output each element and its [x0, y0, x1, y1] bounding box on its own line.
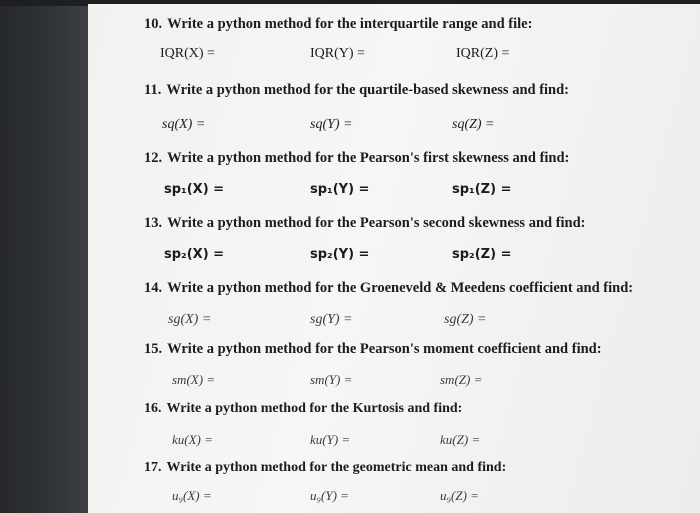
question-10: [144, 16, 532, 33]
question-number: 11.: [144, 82, 162, 98]
answer-x: sq(X) =: [162, 117, 206, 132]
question-number: 14.: [144, 280, 163, 296]
answer-y: sm(Y) =: [310, 372, 353, 387]
question-17: [144, 460, 506, 476]
answer-y: sp₂(Y) =: [310, 247, 370, 262]
question-text: Write a python method for the interquartile range and file:: [167, 16, 533, 32]
question-number: 10.: [144, 16, 163, 32]
answer-row-14: [88, 312, 700, 334]
question-text: Write a python method for the quartile-based skewness and find:: [166, 82, 570, 98]
answer-y: ku(Y) =: [310, 432, 351, 447]
question-number: 12.: [144, 150, 163, 166]
answer-z: u₉(Z) =: [440, 488, 479, 503]
answer-x: sp₂(X) =: [164, 247, 225, 262]
answer-row-16: [88, 432, 700, 454]
question-text: Write a python method for the Groeneveld & Meedens coefficient and find:: [167, 280, 634, 296]
question-text: Write a python method for the Pearson's first skewness and find:: [167, 150, 570, 166]
answer-x: IQR(X) =: [160, 46, 215, 61]
answer-z: sp₁(Z) =: [452, 182, 512, 197]
answer-row-10: [88, 46, 700, 68]
answer-z: ku(Z) =: [440, 432, 481, 447]
answer-row-17: [88, 488, 700, 510]
answer-x: u₉(X) =: [172, 488, 212, 503]
question-16: [144, 401, 462, 417]
question-number: 13.: [144, 215, 163, 231]
answer-y: sp₁(Y) =: [310, 182, 370, 197]
question-13: [144, 215, 586, 232]
answer-y: IQR(Y) =: [310, 46, 365, 61]
answer-y: sq(Y) =: [310, 117, 353, 132]
answer-row-13: [88, 247, 700, 269]
question-number: 17.: [144, 460, 162, 475]
answer-x: sg(X) =: [168, 312, 212, 327]
answer-row-15: [88, 372, 700, 394]
answer-row-12: [88, 182, 700, 204]
document-page: [88, 4, 700, 513]
answer-y: u₉(Y) =: [310, 488, 349, 503]
answer-x: sp₁(X) =: [164, 182, 225, 197]
answer-z: sm(Z) =: [440, 372, 483, 387]
answer-z: IQR(Z) =: [456, 46, 510, 61]
question-15: [144, 341, 602, 358]
question-number: 15.: [144, 341, 163, 357]
question-14: [144, 280, 633, 297]
answer-x: ku(X) =: [172, 432, 213, 447]
answer-y: sg(Y) =: [310, 312, 353, 327]
question-text: Write a python method for the geometric mean and find:: [166, 460, 507, 475]
question-text: Write a python method for the Pearson's second skewness and find:: [167, 215, 586, 231]
question-number: 16.: [144, 401, 162, 416]
question-text: Write a python method for the Pearson's moment coefficient and find:: [167, 341, 602, 357]
monitor-bezel-left: [0, 0, 88, 513]
question-text: Write a python method for the Kurtosis and find:: [166, 401, 463, 416]
answer-z: sq(Z) =: [452, 117, 495, 132]
answer-row-11: [88, 117, 700, 139]
answer-x: sm(X) =: [172, 372, 216, 387]
question-11: [144, 82, 569, 99]
answer-z: sp₂(Z) =: [452, 247, 512, 262]
question-12: [144, 150, 569, 167]
answer-z: sg(Z) =: [444, 312, 487, 327]
